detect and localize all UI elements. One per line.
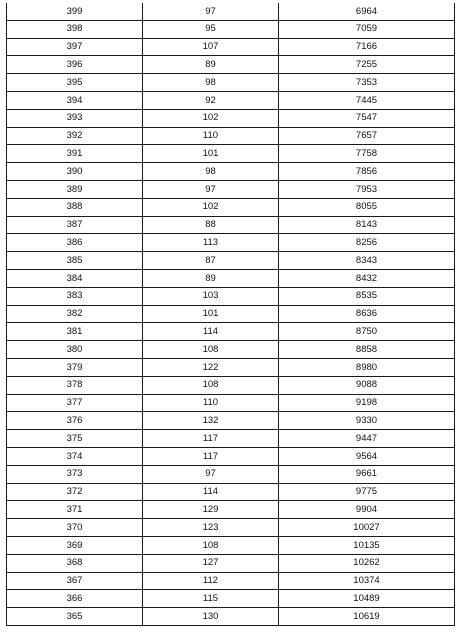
score-cell: 382 xyxy=(7,305,143,323)
cumulative-cell: 7758 xyxy=(279,145,455,163)
cumulative-cell: 8343 xyxy=(279,252,455,270)
score-cell: 394 xyxy=(7,91,143,109)
table-row xyxy=(7,3,455,20)
count-cell: 101 xyxy=(143,145,279,163)
score-cell: 396 xyxy=(7,56,143,74)
cumulative-cell: 6964 xyxy=(279,3,455,20)
count-cell: 114 xyxy=(143,323,279,341)
count-cell: 108 xyxy=(143,376,279,394)
table-row xyxy=(7,430,455,448)
table-row xyxy=(7,74,455,92)
cumulative-cell: 8143 xyxy=(279,216,455,234)
count-cell: 117 xyxy=(143,447,279,465)
count-cell: 97 xyxy=(143,465,279,483)
cumulative-cell: 8432 xyxy=(279,269,455,287)
count-cell: 123 xyxy=(143,519,279,537)
count-cell: 115 xyxy=(143,590,279,608)
table-row xyxy=(7,127,455,145)
cumulative-cell: 7657 xyxy=(279,127,455,145)
table-row xyxy=(7,501,455,519)
score-cell: 372 xyxy=(7,483,143,501)
score-cell: 395 xyxy=(7,74,143,92)
cumulative-cell: 8980 xyxy=(279,358,455,376)
cumulative-cell: 8535 xyxy=(279,287,455,305)
count-cell: 89 xyxy=(143,56,279,74)
table-row xyxy=(7,269,455,287)
cumulative-cell: 7255 xyxy=(279,56,455,74)
score-distribution-table xyxy=(6,3,455,626)
table-row xyxy=(7,358,455,376)
score-cell: 392 xyxy=(7,127,143,145)
table-row xyxy=(7,572,455,590)
count-cell: 108 xyxy=(143,341,279,359)
cumulative-cell: 10489 xyxy=(279,590,455,608)
count-cell: 130 xyxy=(143,608,279,626)
table-row xyxy=(7,56,455,74)
score-cell: 368 xyxy=(7,554,143,572)
table-row xyxy=(7,323,455,341)
cumulative-cell: 7445 xyxy=(279,91,455,109)
table-row xyxy=(7,252,455,270)
cumulative-cell: 9775 xyxy=(279,483,455,501)
table-row xyxy=(7,394,455,412)
table-row xyxy=(7,198,455,216)
score-cell: 390 xyxy=(7,163,143,181)
count-cell: 87 xyxy=(143,252,279,270)
score-cell: 393 xyxy=(7,109,143,127)
cumulative-cell: 7547 xyxy=(279,109,455,127)
cumulative-cell: 10135 xyxy=(279,536,455,554)
count-cell: 129 xyxy=(143,501,279,519)
table-row xyxy=(7,590,455,608)
score-cell: 366 xyxy=(7,590,143,608)
score-cell: 374 xyxy=(7,447,143,465)
cumulative-cell: 10619 xyxy=(279,608,455,626)
score-cell: 384 xyxy=(7,269,143,287)
score-cell: 369 xyxy=(7,536,143,554)
score-cell: 397 xyxy=(7,38,143,56)
cumulative-cell: 9661 xyxy=(279,465,455,483)
table-body xyxy=(7,3,455,625)
table-row xyxy=(7,287,455,305)
score-cell: 365 xyxy=(7,608,143,626)
cumulative-cell: 10262 xyxy=(279,554,455,572)
table-row xyxy=(7,412,455,430)
table-row xyxy=(7,465,455,483)
table-row xyxy=(7,608,455,626)
score-cell: 398 xyxy=(7,20,143,38)
table-row xyxy=(7,536,455,554)
count-cell: 127 xyxy=(143,554,279,572)
table-row xyxy=(7,38,455,56)
count-cell: 92 xyxy=(143,91,279,109)
table-row xyxy=(7,20,455,38)
cumulative-cell: 7856 xyxy=(279,163,455,181)
cumulative-cell: 7953 xyxy=(279,180,455,198)
score-cell: 379 xyxy=(7,358,143,376)
score-cell: 381 xyxy=(7,323,143,341)
cumulative-cell: 7059 xyxy=(279,20,455,38)
score-cell: 375 xyxy=(7,430,143,448)
score-cell: 377 xyxy=(7,394,143,412)
count-cell: 103 xyxy=(143,287,279,305)
count-cell: 122 xyxy=(143,358,279,376)
count-cell: 132 xyxy=(143,412,279,430)
count-cell: 89 xyxy=(143,269,279,287)
score-cell: 371 xyxy=(7,501,143,519)
score-cell: 370 xyxy=(7,519,143,537)
table-row xyxy=(7,305,455,323)
count-cell: 110 xyxy=(143,127,279,145)
cumulative-cell: 7166 xyxy=(279,38,455,56)
score-cell: 380 xyxy=(7,341,143,359)
cumulative-cell: 9904 xyxy=(279,501,455,519)
count-cell: 107 xyxy=(143,38,279,56)
table-row xyxy=(7,109,455,127)
count-cell: 88 xyxy=(143,216,279,234)
cumulative-cell: 10374 xyxy=(279,572,455,590)
score-cell: 388 xyxy=(7,198,143,216)
count-cell: 98 xyxy=(143,74,279,92)
cumulative-cell: 8750 xyxy=(279,323,455,341)
cumulative-cell: 9198 xyxy=(279,394,455,412)
count-cell: 108 xyxy=(143,536,279,554)
table-row xyxy=(7,163,455,181)
cumulative-cell: 9088 xyxy=(279,376,455,394)
table-row xyxy=(7,376,455,394)
table-row xyxy=(7,234,455,252)
cumulative-cell: 9564 xyxy=(279,447,455,465)
score-cell: 387 xyxy=(7,216,143,234)
count-cell: 102 xyxy=(143,109,279,127)
table-row xyxy=(7,483,455,501)
cumulative-cell: 8055 xyxy=(279,198,455,216)
count-cell: 101 xyxy=(143,305,279,323)
table-row xyxy=(7,554,455,572)
cumulative-cell: 10027 xyxy=(279,519,455,537)
count-cell: 97 xyxy=(143,180,279,198)
cumulative-cell: 8636 xyxy=(279,305,455,323)
count-cell: 117 xyxy=(143,430,279,448)
cumulative-cell: 8256 xyxy=(279,234,455,252)
score-cell: 386 xyxy=(7,234,143,252)
table-row xyxy=(7,180,455,198)
score-cell: 385 xyxy=(7,252,143,270)
score-cell: 376 xyxy=(7,412,143,430)
cumulative-cell: 9330 xyxy=(279,412,455,430)
count-cell: 102 xyxy=(143,198,279,216)
score-cell: 373 xyxy=(7,465,143,483)
table-row xyxy=(7,341,455,359)
count-cell: 110 xyxy=(143,394,279,412)
table-row xyxy=(7,145,455,163)
score-cell: 383 xyxy=(7,287,143,305)
score-cell: 399 xyxy=(7,3,143,20)
table-row xyxy=(7,519,455,537)
cumulative-cell: 9447 xyxy=(279,430,455,448)
score-cell: 391 xyxy=(7,145,143,163)
table-row xyxy=(7,447,455,465)
count-cell: 112 xyxy=(143,572,279,590)
table-row xyxy=(7,91,455,109)
cumulative-cell: 8858 xyxy=(279,341,455,359)
count-cell: 95 xyxy=(143,20,279,38)
count-cell: 113 xyxy=(143,234,279,252)
count-cell: 97 xyxy=(143,3,279,20)
count-cell: 114 xyxy=(143,483,279,501)
score-cell: 378 xyxy=(7,376,143,394)
table-row xyxy=(7,216,455,234)
score-cell: 367 xyxy=(7,572,143,590)
score-cell: 389 xyxy=(7,180,143,198)
cumulative-cell: 7353 xyxy=(279,74,455,92)
count-cell: 98 xyxy=(143,163,279,181)
